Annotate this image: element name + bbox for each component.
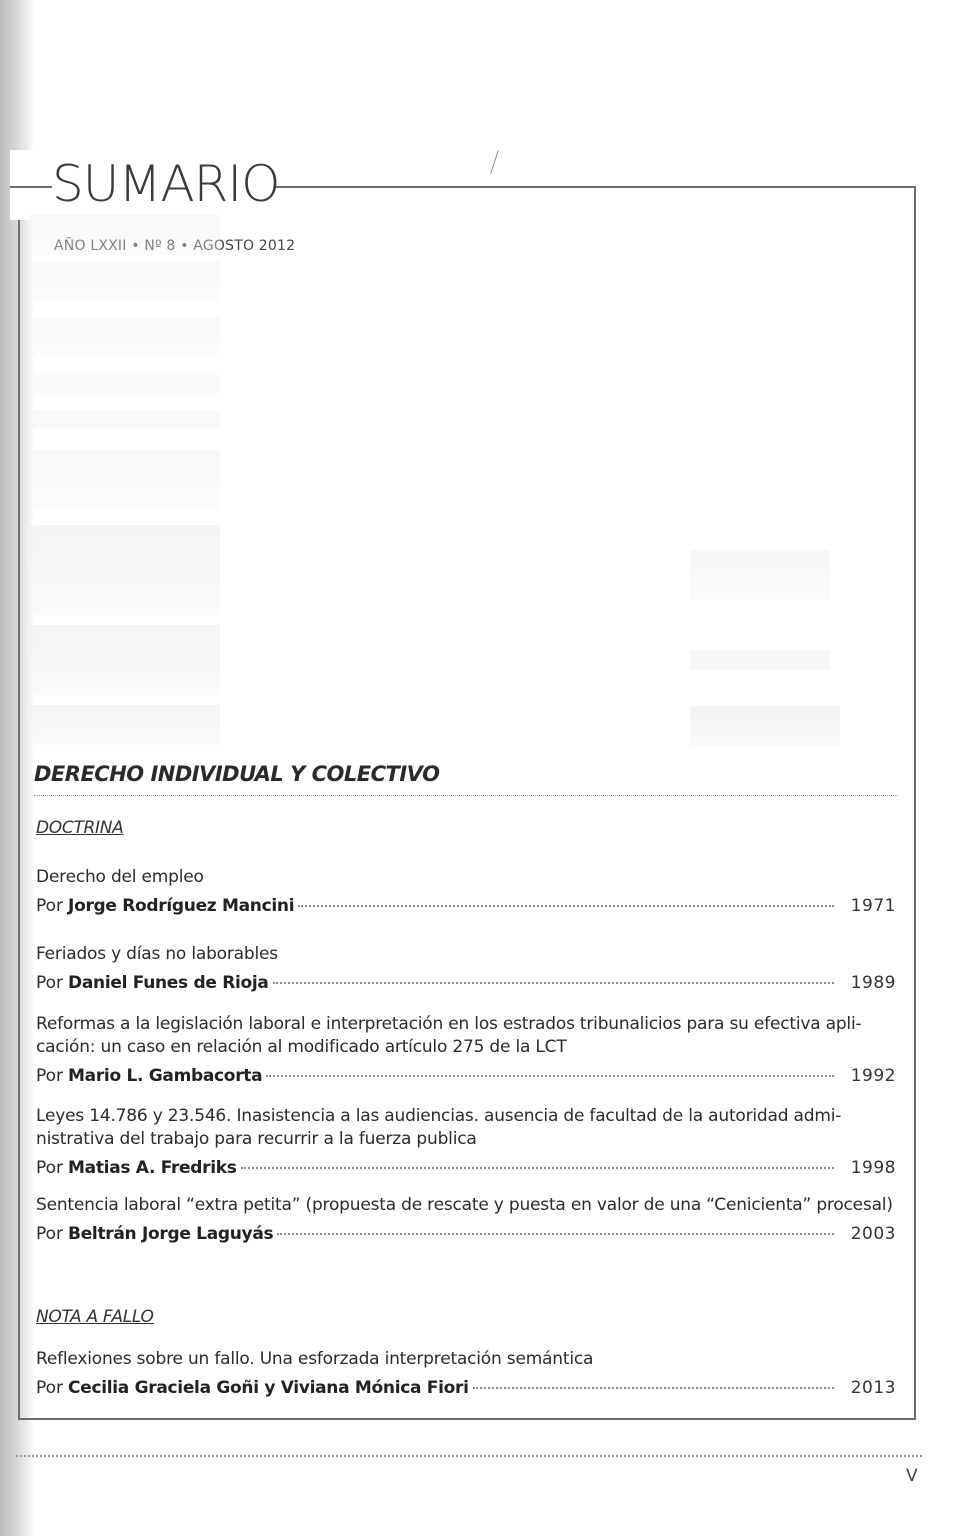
toc-entry [36, 866, 896, 918]
entry-author: Beltrán Jorge Laguyás [68, 1224, 274, 1244]
toc-entry [36, 1194, 896, 1246]
section-rule [34, 795, 898, 796]
entry-por: Por [36, 1158, 64, 1178]
title-left-rule [10, 186, 52, 188]
entry-por: Por [36, 896, 64, 916]
entry-title: Reflexiones sobre un fallo. Una esforzada interpretación semántica [36, 1349, 594, 1369]
leader-dots [241, 1167, 834, 1169]
entry-author: Mario L. Gambacorta [68, 1066, 263, 1086]
leader-dots [473, 1387, 834, 1389]
leader-dots [277, 1233, 834, 1235]
entry-author-line [36, 1065, 896, 1088]
subhead-nota-a-fallo: NOTA A FALLO [36, 1307, 154, 1327]
entry-page: 2013 [850, 1378, 896, 1398]
entry-por: Por [36, 1066, 64, 1086]
entry-por: Por [36, 1378, 64, 1398]
issue-line: AÑO LXXII • Nº 8 • AGOSTO 2012 [54, 238, 296, 254]
toc-entry [36, 943, 896, 995]
entry-por: Por [36, 1224, 64, 1244]
entry-page: 1971 [850, 896, 896, 916]
entry-title: Leyes 14.786 y 23.546. Inasistencia a las audiencias. ausencia de facultad de la autoridad administrativa del trabajo para recurrir a la fuerza publica [36, 1106, 842, 1149]
leader-dots [273, 982, 834, 984]
footer-rule [16, 1455, 922, 1457]
entry-page: 1992 [850, 1066, 896, 1086]
page-title: SUMARIO [52, 155, 280, 213]
title-right-rule [274, 186, 916, 188]
entry-author-line [36, 895, 896, 918]
entry-title: Derecho del empleo [36, 867, 204, 887]
entry-author: Cecilia Graciela Goñi y Viviana Mónica Fiori [68, 1378, 469, 1398]
entry-por: Por [36, 973, 64, 993]
subhead-doctrina: DOCTRINA [36, 818, 124, 838]
page-number: V [906, 1466, 918, 1486]
entry-page: 1998 [850, 1158, 896, 1178]
toc-entry [36, 1348, 896, 1400]
section-title: DERECHO INDIVIDUAL Y COLECTIVO [34, 762, 440, 786]
pen-mark [490, 150, 498, 173]
leader-dots [266, 1075, 834, 1077]
entry-page: 1989 [850, 973, 896, 993]
entry-author-line [36, 1157, 896, 1180]
entry-author: Matias A. Fredriks [68, 1158, 237, 1178]
entry-author-line [36, 1377, 896, 1400]
entry-page: 2003 [850, 1224, 896, 1244]
entry-title: Feriados y días no laborables [36, 944, 278, 964]
entry-title: Sentencia laboral “extra petita” (propuesta de rescate y puesta en valor de una “Cenicienta” procesal) [36, 1195, 893, 1215]
entry-author-line [36, 972, 896, 995]
entry-title: Reformas a la legislación laboral e interpretación en los estrados tribunalicios para su efectiva aplicación: un caso en relación al modificado artículo 275 de la LCT [36, 1014, 862, 1057]
entry-author: Daniel Funes de Rioja [68, 973, 269, 993]
toc-entry [36, 1105, 896, 1180]
entry-author: Jorge Rodríguez Mancini [68, 896, 295, 916]
leader-dots [298, 905, 834, 907]
toc-entry [36, 1013, 896, 1088]
entry-author-line [36, 1223, 896, 1246]
